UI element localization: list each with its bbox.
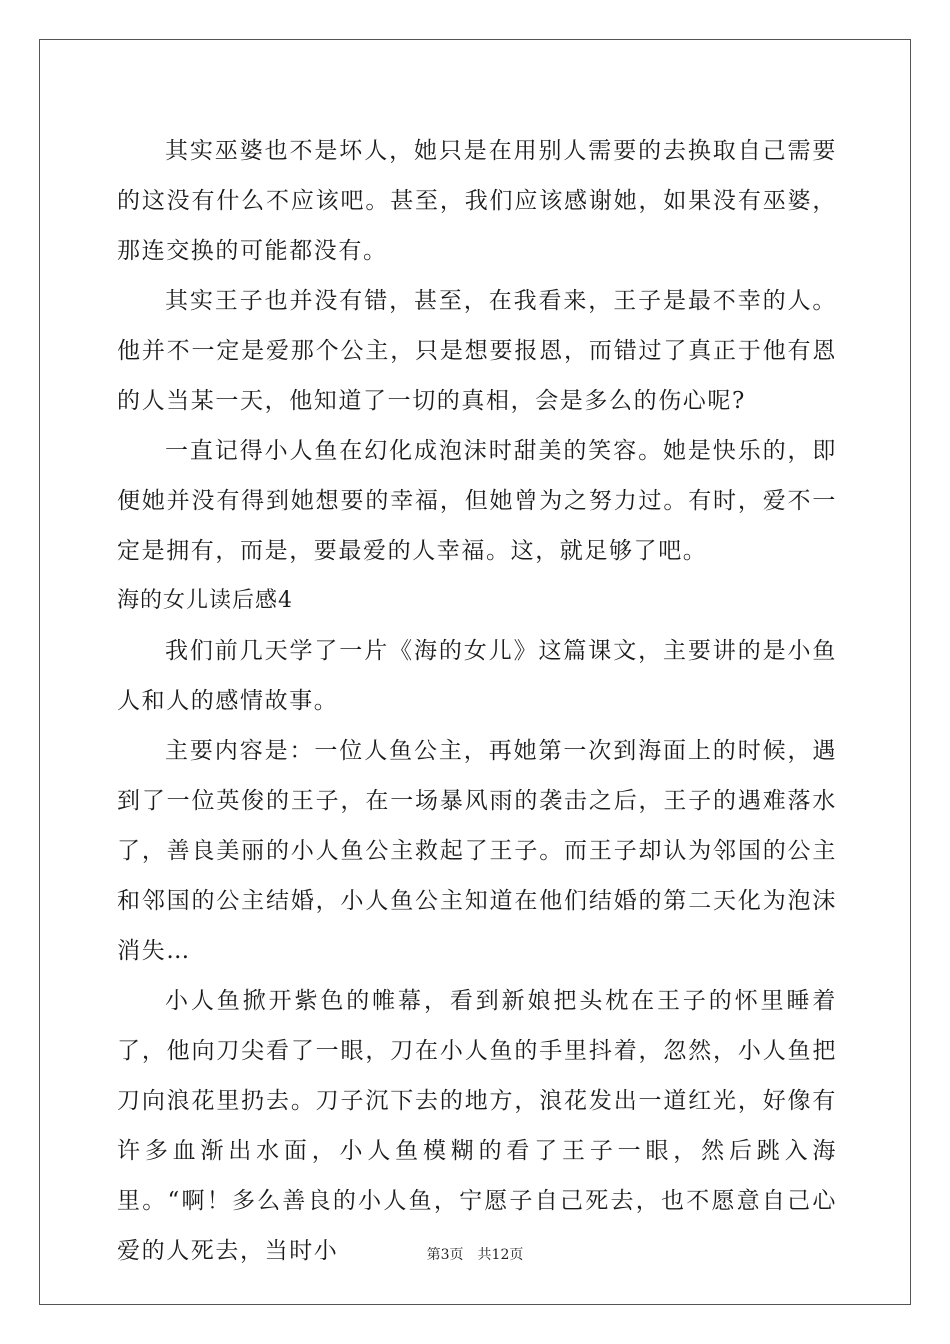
paragraph: 其实巫婆也不是坏人，她只是在用别人需要的去换取自己需要的这没有什么不应该吧。甚至，我们应该感谢她，如果没有巫婆，那连交换的可能都没有。 — [117, 138, 837, 264]
paragraph: 其实王子也并没有错，甚至，在我看来，王子是最不幸的人。他并不一定是爱那个公主，只是想要报恩，而错过了真正于他有恩的人当某一天，他知道了一切的真相，会是多么的伤心呢? — [117, 288, 837, 414]
document-body — [117, 126, 837, 1276]
page-number: 第3页 — [426, 1247, 464, 1263]
paragraph: 我们前几天学了一片《海的女儿》这篇课文，主要讲的是小鱼人和人的感情故事。 — [117, 638, 837, 714]
paragraph: 主要内容是：一位人鱼公主，再她第一次到海面上的时候，遇到了一位英俊的王子，在一场暴风雨的袭击之后，王子的遇难落水了，善良美丽的小人鱼公主救起了王子。而王子却认为邻国的公主和邻国的公主结婚，小人鱼公主知道在他们结婚的第二天化为泡沫消失… — [117, 738, 837, 964]
page-footer — [0, 1245, 950, 1265]
paragraph: 小人鱼掀开紫色的帷幕，看到新娘把头枕在王子的怀里睡着了，他向刀尖看了一眼，刀在小人鱼的手里抖着，忽然，小人鱼把刀向浪花里扔去。刀子沉下去的地方，浪花发出一道红光，好像有许多血渐出水面，小人鱼模糊的看了王子一眼，然后跳入海里。“啊！多么善良的小人鱼，宁愿子自己死去，也不愿意自己心爱的人死去，当时小 — [117, 988, 837, 1264]
paragraph: 一直记得小人鱼在幻化成泡沫时甜美的笑容。她是快乐的，即便她并没有得到她想要的幸福，但她曾为之努力过。有时，爱不一定是拥有，而是，要最爱的人幸福。这，就足够了吧。 — [117, 438, 837, 564]
page-total: 共12页 — [477, 1247, 524, 1263]
section-heading: 海的女儿读后感4 — [117, 588, 293, 613]
